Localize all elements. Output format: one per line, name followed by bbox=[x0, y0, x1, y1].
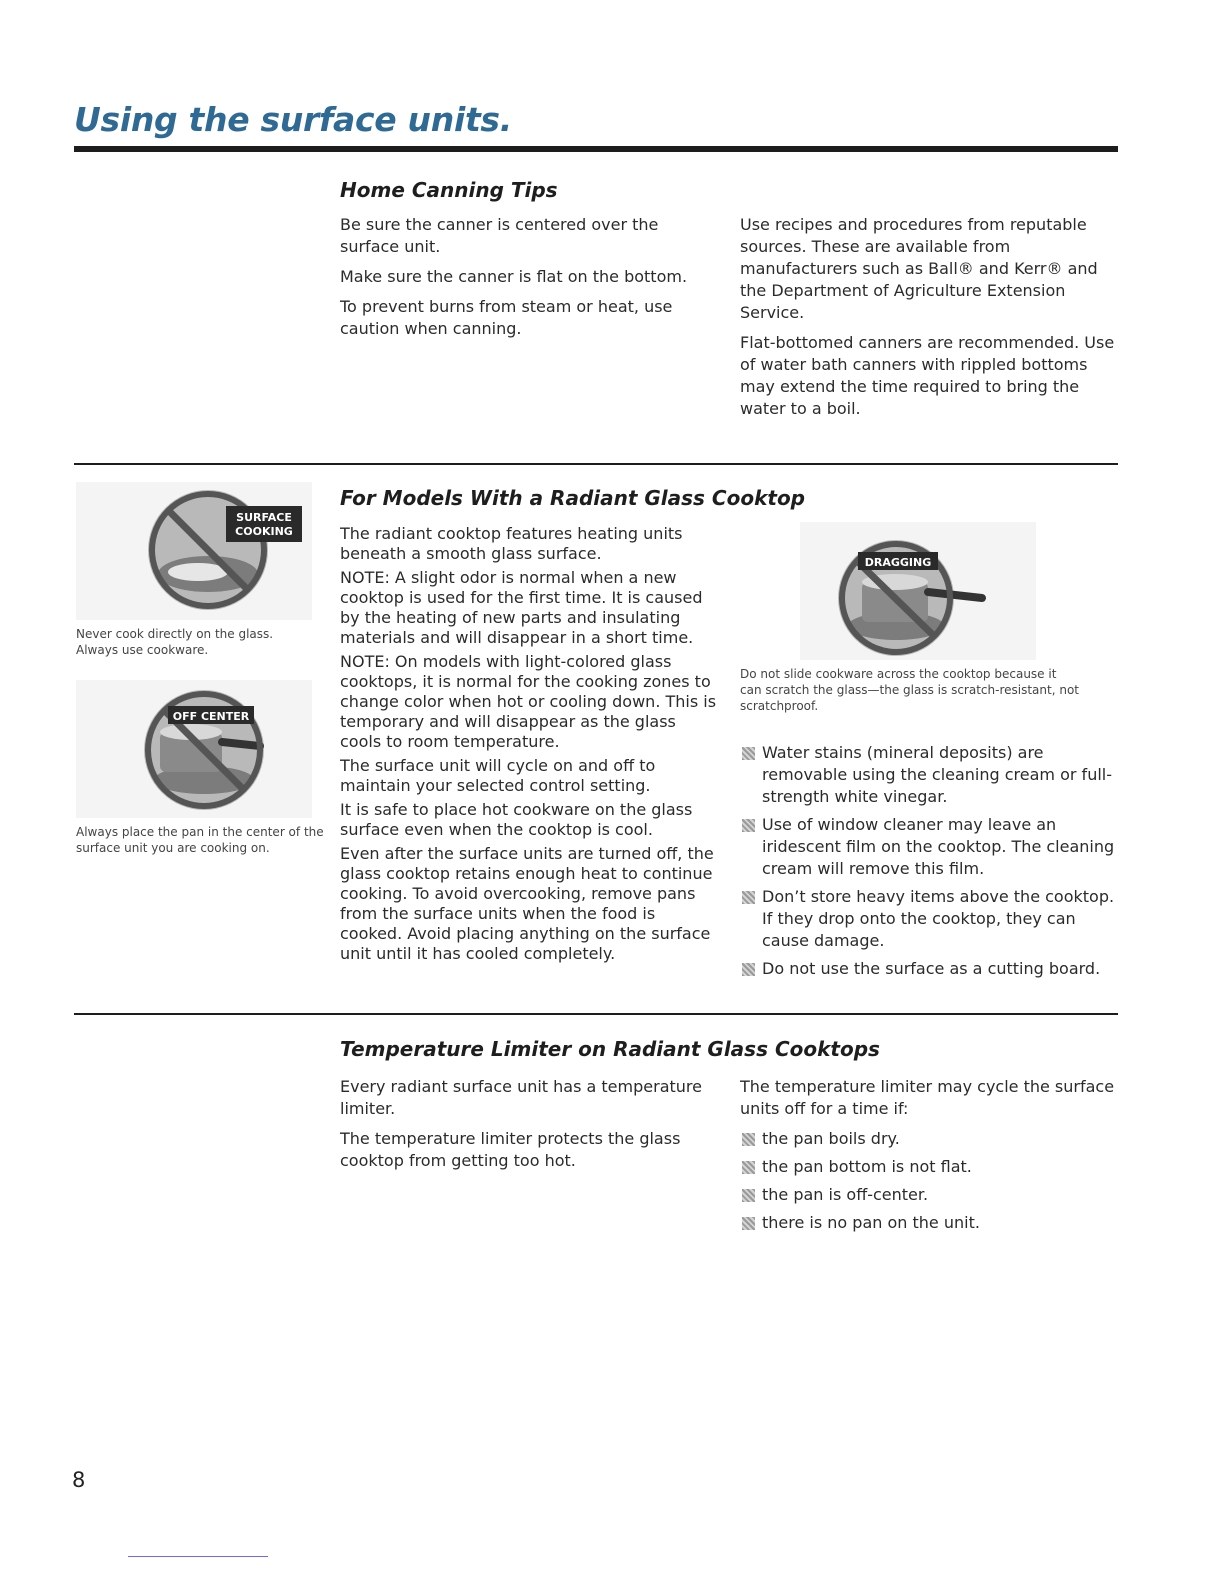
dragging-illustration bbox=[740, 522, 1036, 660]
list-item bbox=[740, 1156, 1120, 1178]
paragraph: NOTE: A slight odor is normal when a new cooktop is used for the first time. It is caused by the heating of new parts and insulating materials and will disappear in a short time. bbox=[340, 568, 703, 647]
temperature-limiter-heading: Temperature Limiter on Radiant Glass Cooktops bbox=[340, 1037, 880, 1061]
bullet-text: Don’t store heavy items above the cooktop. If they drop onto the cooktop, they can cause damage. bbox=[762, 887, 1115, 950]
list-item bbox=[740, 958, 1122, 980]
footer-link-underline bbox=[128, 1556, 268, 1557]
bullet-text: the pan bottom is not flat. bbox=[762, 1157, 972, 1176]
paragraph: Every radiant surface unit has a temperature limiter. bbox=[340, 1077, 702, 1118]
title-rule bbox=[74, 146, 1118, 152]
paragraph: Make sure the canner is flat on the bottom. bbox=[340, 267, 688, 286]
page-number: 8 bbox=[72, 1468, 86, 1492]
limiter-left-column bbox=[340, 1076, 720, 1180]
bullet-square-icon bbox=[742, 1133, 755, 1146]
dragging-figure bbox=[740, 522, 1080, 714]
care-bullet-list bbox=[740, 742, 1122, 980]
off-center-figure bbox=[76, 680, 326, 856]
home-canning-right-column bbox=[740, 214, 1120, 428]
radiant-middle-column bbox=[340, 524, 722, 968]
surface-cooking-caption: Never cook directly on the glass. Always use cookware. bbox=[76, 627, 274, 657]
home-canning-heading: Home Canning Tips bbox=[340, 178, 558, 202]
list-item bbox=[740, 1212, 1120, 1234]
page-title: Using the surface units. bbox=[74, 100, 513, 139]
paragraph: Use recipes and procedures from reputable sources. These are available from manufacturers such as Ball® and Kerr® and the Department of Agriculture Extension Service. bbox=[740, 215, 1098, 322]
list-item bbox=[740, 742, 1122, 808]
bullet-text: Use of window cleaner may leave an iridescent film on the cooktop. The cleaning cream will remove this film. bbox=[762, 815, 1115, 878]
bullet-square-icon bbox=[742, 819, 755, 832]
off-center-caption: Always place the pan in the center of the surface unit you are cooking on. bbox=[76, 825, 324, 855]
bullet-square-icon bbox=[742, 747, 755, 760]
bullet-text: there is no pan on the unit. bbox=[762, 1213, 980, 1232]
off-center-label: OFF CENTER bbox=[172, 710, 250, 723]
limiter-bullet-list bbox=[740, 1128, 1120, 1234]
bullet-text: the pan boils dry. bbox=[762, 1129, 900, 1148]
bullet-square-icon bbox=[742, 1161, 755, 1174]
bullet-square-icon bbox=[742, 1189, 755, 1202]
list-item bbox=[740, 886, 1122, 952]
paragraph: The temperature limiter protects the glass cooktop from getting too hot. bbox=[340, 1129, 681, 1170]
paragraph: Even after the surface units are turned off, the glass cooktop retains enough heat to continue cooking. To avoid overcooking, remove pans from the surface units when the food is cooked. Avoid placing anything on the surface unit until it has cooled completely. bbox=[340, 844, 714, 963]
radiant-bullets-column bbox=[740, 742, 1122, 986]
dragging-label: DRAGGING bbox=[864, 556, 932, 569]
bullet-text: the pan is off-center. bbox=[762, 1185, 929, 1204]
home-canning-left-column bbox=[340, 214, 720, 348]
list-item bbox=[740, 1184, 1120, 1206]
paragraph: The surface unit will cycle on and off to maintain your selected control setting. bbox=[340, 756, 656, 795]
bullet-square-icon bbox=[742, 1217, 755, 1230]
list-item bbox=[740, 1128, 1120, 1150]
bullet-text: Do not use the surface as a cutting board. bbox=[762, 959, 1101, 978]
surface-cooking-label-bottom: COOKING bbox=[235, 525, 293, 538]
surface-cooking-illustration bbox=[76, 482, 312, 620]
bullet-square-icon bbox=[742, 963, 755, 976]
dragging-caption: Do not slide cookware across the cooktop because it can scratch the glass—the glass is scratch-resistant, not scratchproof. bbox=[740, 667, 1079, 713]
list-item bbox=[740, 814, 1122, 880]
section-divider bbox=[74, 1013, 1118, 1015]
bullet-square-icon bbox=[742, 891, 755, 904]
paragraph: To prevent burns from steam or heat, use caution when canning. bbox=[340, 297, 673, 338]
section-divider bbox=[74, 463, 1118, 465]
paragraph: It is safe to place hot cookware on the glass surface even when the cooktop is cool. bbox=[340, 800, 693, 839]
bullet-text: Water stains (mineral deposits) are removable using the cleaning cream or full-strength white vinegar. bbox=[762, 743, 1112, 806]
surface-cooking-label-top: SURFACE bbox=[236, 511, 292, 524]
limiter-right-column bbox=[740, 1076, 1120, 1240]
paragraph: The temperature limiter may cycle the surface units off for a time if: bbox=[740, 1077, 1115, 1118]
off-center-illustration bbox=[76, 680, 312, 818]
surface-cooking-figure bbox=[76, 482, 316, 658]
paragraph: Be sure the canner is centered over the surface unit. bbox=[340, 215, 659, 256]
paragraph: Flat-bottomed canners are recommended. Use of water bath canners with rippled bottoms may extend the time required to bring the water to a boil. bbox=[740, 333, 1115, 418]
paragraph: The radiant cooktop features heating units beneath a smooth glass surface. bbox=[340, 524, 683, 563]
radiant-cooktop-heading: For Models With a Radiant Glass Cooktop bbox=[340, 486, 805, 510]
paragraph: NOTE: On models with light-colored glass cooktops, it is normal for the cooking zones to change color when hot or cooling down. This is temporary and will disappear as the glass cools to room temperature. bbox=[340, 652, 717, 751]
